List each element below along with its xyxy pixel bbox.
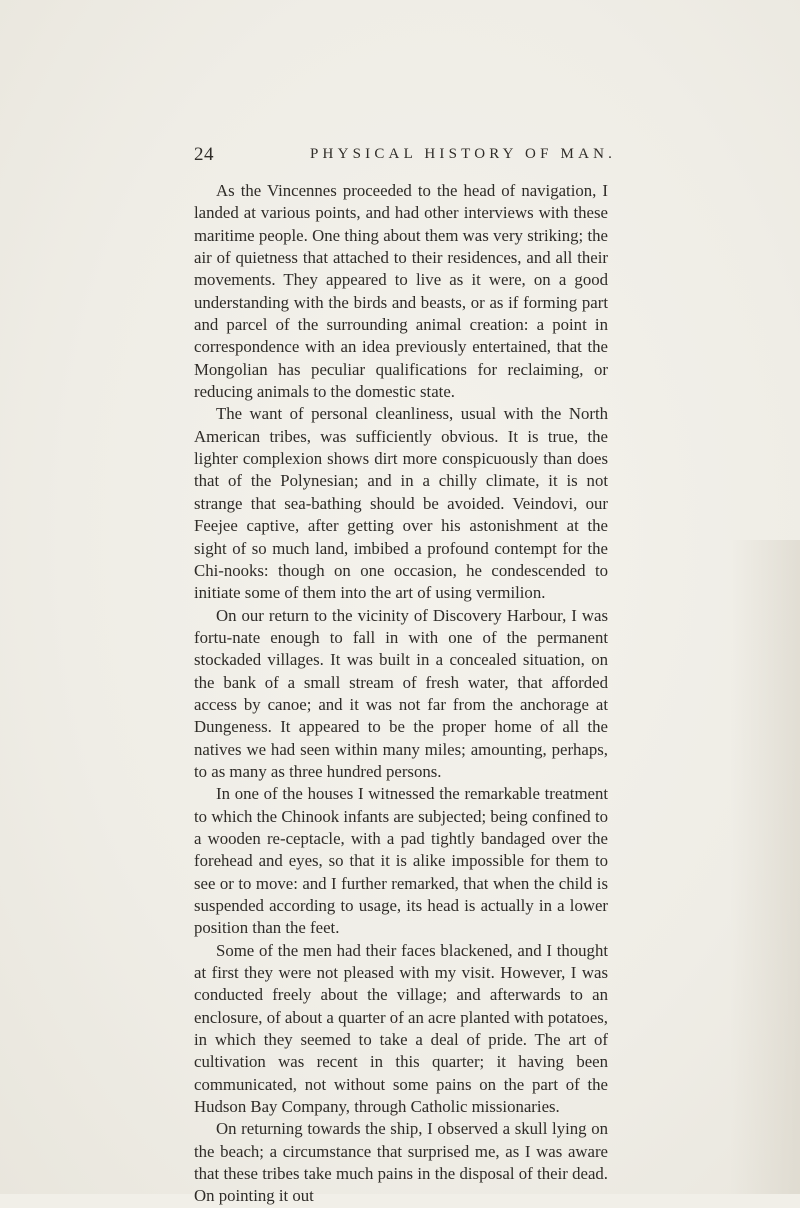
paragraph: The want of personal cleanliness, usual with the North American tribes, was sufficiently obvious. It is true, the lighter complexion shows dirt more conspicuously than does that of the Polynesian; and in a chilly climate, it is not strange that sea-bathing should be avoided. Veindovi, our Feejee captive, after getting over his astonishment at the sight of so much land, imbibed a profound contempt for the Chi-nooks: though on one occasion, he condescended to initiate some of them into the art of using vermilion. (194, 404, 608, 603)
paragraph: On returning towards the ship, I observed a skull lying on the beach; a circumstance that surprised me, as I was aware that these tribes take much pains in the disposal of their dead. On pointing it out (194, 1119, 608, 1206)
page-header (194, 144, 617, 170)
body-text (194, 180, 608, 1208)
page-edge-shadow (730, 540, 800, 1194)
running-head: PHYSICAL HISTORY OF MAN. (310, 146, 617, 162)
paragraph: Some of the men had their faces blackened, and I thought at first they were not pleased with my visit. However, I was conducted freely about the village; and afterwards to an enclosure, of about a quarter of an acre planted with potatoes, in which they seemed to take a deal of pride. The art of cultivation was recent in this quarter; it having been communicated, not without some pains on the part of the Hudson Bay Company, through Catholic missionaries. (194, 940, 608, 1117)
paragraph: On our return to the vicinity of Discovery Harbour, I was fortu-nate enough to fall in with one of the permanent stockaded villages. It was built in a concealed situation, on the bank of a small stream of fresh water, that afforded access by canoe; and it was not far from the anchorage at Dungeness. It appeared to be the proper home of all the natives we had seen within many miles; amounting, perhaps, to as many as three hundred persons. (194, 605, 608, 781)
page-number: 24 (194, 144, 214, 165)
paragraph: In one of the houses I witnessed the remarkable treatment to which the Chinook infants are subjected; being confined to a wooden re-ceptacle, with a pad tightly bandaged over the forehead and eyes, so that it is alike impossible for them to see or to move: and I further remarked, that when the child is suspended according to usage, its head is actually in a lower position than the feet. (194, 784, 608, 938)
paragraph: As the Vincennes proceeded to the head of navigation, I landed at various points, and had other interviews with these maritime people. One thing about them was very striking; the air of quietness that attached to their residences, and all their movements. They appeared to live as it were, on a good understanding with the birds and beasts, or as if forming part and parcel of the surrounding animal creation: a point in correspondence with an idea previously entertained, that the Mongolian has peculiar qualifications for reclaiming, or reducing animals to the domestic state. (194, 181, 608, 402)
